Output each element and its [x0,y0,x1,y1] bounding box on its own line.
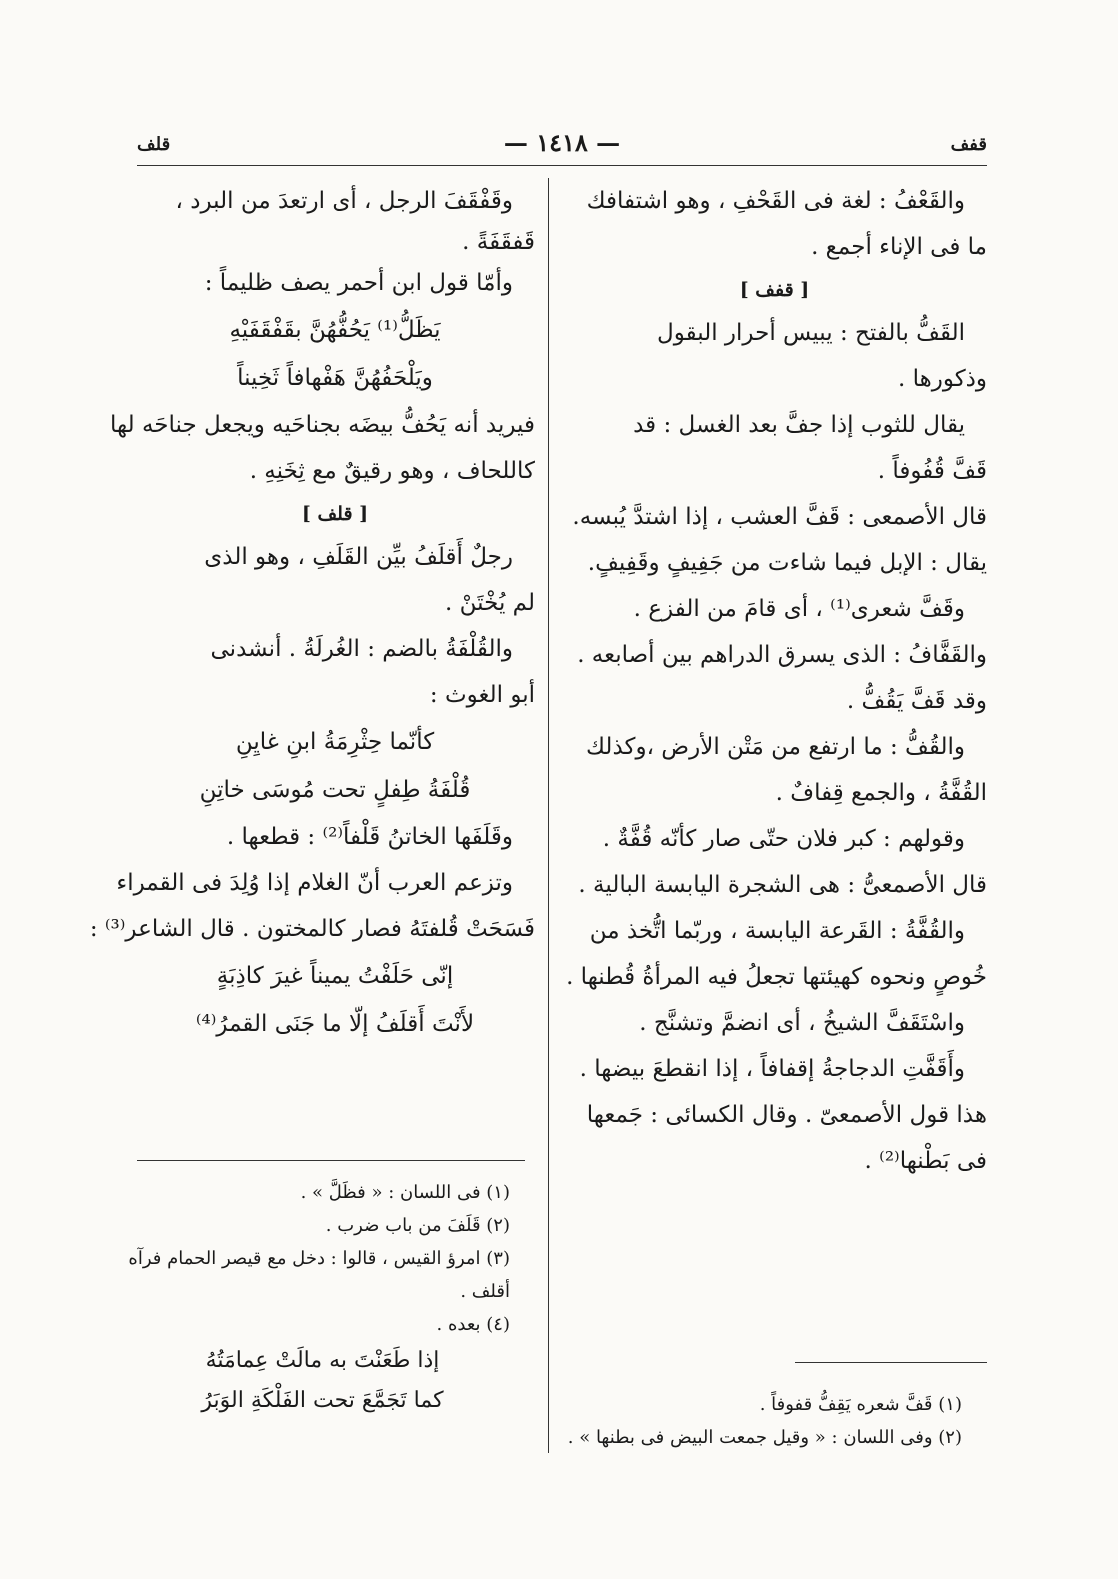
text-line: قَفقَفَةً . [462,229,535,255]
text-line: القُفَّةُ ، والجمع قِفافٌ . [775,780,987,806]
verse-line: ويَلْحَفُهُنَّ هَفْهافاً ثَخِيناً [237,365,433,391]
text-line: قال الأصمعىُّ : هى الشجرة اليابسة البالية . [578,872,987,898]
left-column [89,178,535,1048]
column-divider [548,178,549,1453]
text-line: القَفُّ بالفتح : يبيس أحرار البقول [657,320,965,346]
text-line: وتزعم العرب أنّ الغلام إذا وُلِدَ فى القمراء [116,870,513,896]
text-line: ما فى الإناء أجمع . [811,234,987,260]
text-line: وقَفَّ شعرى⁽¹⁾ ، أى قامَ من الفزع . [633,596,965,622]
verse-line: كأنّما حِثْرِمَةُ ابنِ غايِنِ [235,729,435,755]
text-line: فَسَحَتْ قُلفتَهُ فصار كالمختون . قال الشاعر⁽³⁾ : [89,916,535,942]
footnote: (٢) قَلَفَ من باب ضرب . [325,1215,510,1236]
text-line: وقد قَفَّ يَقُفُّ . [846,688,987,714]
footnotes-left [128,1176,510,1421]
header-root-right: قفف [950,134,987,155]
text-line: وقولهم : كبر فلان حتّى صار كأنّه قُفَّةٌ . [602,826,965,852]
text-line: وقَلَفَها الخاتنُ قَلْفاً⁽²⁾ : قطعها . [226,824,513,850]
text-line: وذكورها . [897,366,987,392]
text-line: فيريد أنه يَحُفُّ بيضَه بجناحَيه ويجعل جناحَه لها [110,412,535,438]
text-line: والقُلْفَةُ بالضم : الغُرلَةُ . أنشدنى [210,636,513,662]
text-line: واسْتَقَفَّ الشيخُ ، أى انضمَّ وتشنَّج . [639,1010,965,1036]
verse-line: لأَنْتَ أَقلَفُ إلّا ما جَنَى القمرُ⁽⁴⁾ [195,1011,475,1037]
text-line: قال الأصمعى : قَفَّ العشب ، إذا اشتدَّ يُبسه. [572,504,987,530]
text-line: قَفَّ قُفُوفاً . [877,458,987,484]
verse-line: إنّى حَلَفْتُ يميناً غيرَ كاذِبَةٍ [216,963,454,989]
text-line: أبو الغوث : [429,682,535,708]
entry-heading-qlf: [ قلف ] [301,503,369,525]
footnote: أقلف . [460,1281,510,1302]
footnote-verse: إذا طَعَنْتَ به مالَتْ عِمامَتُهُ [205,1348,440,1373]
footnote: (٣) امرؤ القيس ، قالوا : دخل مع قيصر الحمام فرآه [128,1248,510,1269]
footnote-verse: كما تَجَمَّعَ تحت الفَلْكَةِ الوَبَرُ [201,1388,444,1413]
text-line: والقَعْفُ : لغة فى القَحْفِ ، وهو اشتفافك [586,188,965,214]
right-column [562,178,987,1184]
text-line: والقَفَّافُ : الذى يسرق الدراهم بين أصابعه . [577,642,987,668]
footnote: (١) قَفَّ شعره يَقِفُّ قفوفاً . [759,1394,962,1415]
text-line: يقال : الإبل فيما شاءت من جَفِيفٍ وقَفِيفٍ. [587,550,987,576]
text-line: والقُفُّ : ما ارتفع من مَتْن الأرض ،وكذلك [586,734,965,760]
header-rule [137,165,987,166]
footnote-rule-right [795,1362,987,1363]
text-line: لم يُخْتَنْ . [445,590,535,616]
text-line: والقُفَّةُ : القَرعة اليابسة ، وربّما اتُّخذ من [589,918,965,944]
text-line: وأمّا قول ابن أحمر يصف ظليماً : [204,270,513,296]
page-header [137,128,987,168]
header-root-left: قلف [137,134,171,155]
footnote: (١) فى اللسان : « فظَلَّ » . [300,1182,510,1203]
text-line: خُوصٍ ونحوه كهيئتها تجعلُ فيه المرأةُ قُطنها . [566,964,987,990]
text-line: وأَقَفَّتِ الدجاجةُ إقفافاً ، إذا انقطعَ بيضها . [579,1056,965,1082]
text-line: وقَفْقَفَ الرجل ، أى ارتعدَ من البرد ، [175,188,513,214]
text-line: يقال للثوب إذا جفَّ بعد الغسل : قد [633,412,965,438]
text-line: كاللحاف ، وهو رقيقٌ مع ثِخَنِهِ . [249,458,535,484]
entry-heading-qff: [ قفف ] [739,279,810,301]
text-line: رجلٌ أَقلَفُ بيِّن القَلَفِ ، وهو الذى [204,544,513,570]
verse-line: قُلْفَةُ طِفلٍ تحت مُوسَى خاتِنِ [199,777,471,803]
page-number: — ١٤١٨ — [503,128,621,157]
footnote: (٤) بعده . [436,1314,510,1335]
footnote: (٢) وفى اللسان : « وقيل جمعت البيض فى بطنها » . [567,1427,962,1448]
verse-line: يَظَلُّ⁽¹⁾ يَحُفُّهُنَّ بقَفْقَفَيْهِ [229,317,441,343]
text-line: فى بَطْنها⁽²⁾ . [864,1148,987,1174]
footnotes-right [562,1388,962,1454]
footnote-rule-left [137,1160,525,1161]
text-line: هذا قول الأصمعىّ . وقال الكسائى : جَمعها [586,1102,987,1128]
